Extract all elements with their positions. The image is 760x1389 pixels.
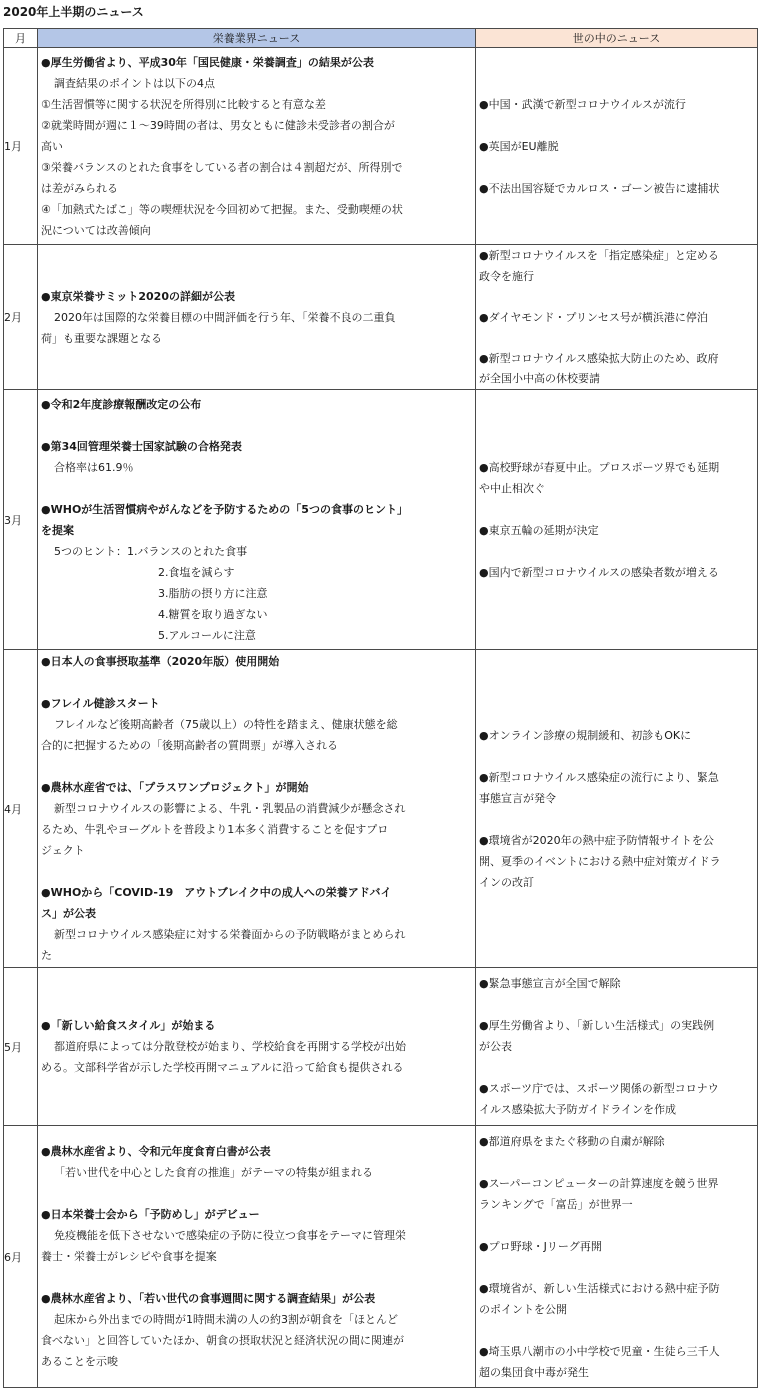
nutrition-news-cell <box>38 245 476 390</box>
news-line: 2020年は国際的な栄養目標の中間評価を行う年、「栄養不良の二重負 <box>54 310 396 324</box>
spacer-line <box>38 1183 475 1204</box>
news-line: た <box>41 949 52 962</box>
month-cell: 1月 <box>4 48 38 245</box>
nutrition-news-cell <box>38 650 476 968</box>
world-news-cell <box>476 245 758 390</box>
news-line: ●オンライン診療の規制緩和、初診もOKに <box>479 728 692 742</box>
news-line: ●厚生労働省より、平成30年「国民健康・栄養調査」の結果が公表 <box>41 55 374 69</box>
news-line: ●都道府県をまたぐ移動の自粛が解除 <box>479 1134 665 1148</box>
table-row <box>4 968 758 1126</box>
news-line: ●高校野球が春夏中止。プロスポーツ界でも延期 <box>479 460 720 474</box>
news-line: 調査結果のポイントは以下の4点 <box>54 76 215 90</box>
news-line: 高い <box>41 139 63 153</box>
spacer-line <box>476 1215 757 1236</box>
news-line: ●スポーツ庁では、スポーツ関係の新型コロナウ <box>479 1082 719 1095</box>
news-line: 合格率は61.9％ <box>54 460 134 474</box>
spacer-line <box>38 415 475 436</box>
news-line: ●WHOが生活習慣病やがんなどを予防するための「5つの食事のヒント」 <box>41 502 408 516</box>
nutrition-news-cell <box>38 390 476 650</box>
world-news-cell <box>476 650 758 968</box>
news-line: 荷」も重要な課題となる <box>41 331 162 345</box>
world-news-cell <box>476 48 758 245</box>
month-cell: 5月 <box>4 968 38 1126</box>
news-line: ●国内で新型コロナウイルスの感染者数が増える <box>479 565 719 579</box>
world-news-cell <box>476 390 758 650</box>
news-line: ③栄養バランスのとれた食事をしている者の割合は４割超だが、所得別で <box>41 160 403 174</box>
news-line: ●令和2年度診療報酬改定の公布 <box>41 397 202 411</box>
page-title: 2020年上半期のニュース <box>3 5 144 19</box>
news-line: が全国小中高の休校要請 <box>479 372 600 386</box>
news-line: ●ダイヤモンド・プリンセス号が横浜港に停泊 <box>479 310 708 324</box>
news-line: 事態宣言が発令 <box>479 791 556 805</box>
world-news-cell <box>476 968 758 1126</box>
news-line: ランキングで「富岳」が世界一 <box>479 1197 633 1211</box>
table-row <box>4 390 758 650</box>
news-line: ●埼玉県八潮市の小中学校で児童・生徒ら三千人 <box>479 1344 720 1358</box>
news-line: ●新型コロナウイルス感染拡大防止のため、政府 <box>479 351 719 365</box>
month-cell: 6月 <box>4 1126 38 1388</box>
spacer-line <box>476 746 757 767</box>
spacer-line <box>476 809 757 830</box>
spacer-line <box>38 1267 475 1288</box>
news-line: ス」が公表 <box>41 907 96 920</box>
news-line: 4.糖質を取り過ぎない <box>158 607 268 621</box>
news-line: ●フレイル健診スタート <box>41 697 160 710</box>
spacer-line <box>38 861 475 882</box>
spacer-line <box>476 541 757 562</box>
spacer-line <box>38 672 475 693</box>
news-line: 都道府県によっては分散登校が始まり、学校給食を再開する学校が出始 <box>54 1040 406 1053</box>
news-line: ●緊急事態宣言が全国で解除 <box>479 977 621 990</box>
news-line: 「若い世代を中心とした食育の推進」がテーマの特集が組まれる <box>54 1166 373 1179</box>
news-line: フレイルなど後期高齢者（75歳以上）の特性を踏まえ、健康状態を総 <box>54 718 398 731</box>
month-cell: 4月 <box>4 650 38 968</box>
news-table <box>3 28 758 1388</box>
news-line: ●日本栄養士会から「予防めし」がデビュー <box>41 1208 260 1221</box>
news-line: あることを示唆 <box>41 1355 118 1368</box>
news-line: 養士・栄養士がレシピや食事を提案 <box>41 1250 217 1263</box>
news-line: ●農林水産省では、「プラスワンプロジェクト」が開始 <box>41 781 309 794</box>
news-line: るため、牛乳やヨーグルトを普段より1本多く消費することを促すプロ <box>41 823 389 836</box>
news-line: 新型コロナウイルスの影響による、牛乳・乳製品の消費減少が懸念され <box>54 802 406 815</box>
news-line: 超の集団食中毒が発生 <box>479 1365 589 1379</box>
table-row <box>4 245 758 390</box>
spacer-line <box>476 286 757 307</box>
news-line: 5.アルコールに注意 <box>158 628 256 642</box>
spacer-line <box>476 157 757 178</box>
header-row <box>4 29 758 48</box>
news-line: 5つのヒント：1.バランスのとれた食事 <box>54 544 248 558</box>
news-line: ●農林水産省より、令和元年度食育白書が公表 <box>41 1145 271 1158</box>
month-cell: 2月 <box>4 245 38 390</box>
news-line: ●環境省が2020年の熱中症予防情報サイトを公 <box>479 833 714 847</box>
news-line: ●不法出国容疑でカルロス・ゴーン被告に逮捕状 <box>479 181 720 195</box>
news-line: ●環境省が、新しい生活様式における熱中症予防 <box>479 1281 720 1295</box>
spacer-line <box>476 994 757 1015</box>
news-line: や中止相次ぐ <box>479 481 545 495</box>
news-line: ●WHOから「COVID-19 アウトブレイク中の成人への栄養アドバイ <box>41 886 392 899</box>
header-world-news: 世の中のニュース <box>476 29 758 48</box>
spacer-line <box>38 478 475 499</box>
header-month: 月 <box>4 29 38 48</box>
news-line: ●日本人の食事摂取基準（2020年版）使用開始 <box>41 655 280 668</box>
news-line: ●東京五輪の延期が決定 <box>479 523 599 537</box>
news-line: 免疫機能を低下させないで感染症の予防に役立つ食事をテーマに管理栄 <box>54 1229 406 1242</box>
news-line: 2.食塩を減らす <box>158 565 235 579</box>
table-row <box>4 1126 758 1388</box>
news-line: 開、夏季のイベントにおける熱中症対策ガイドラ <box>479 854 721 868</box>
news-line: 3.脂肪の摂り方に注意 <box>158 586 268 600</box>
spacer-line <box>476 499 757 520</box>
news-line: ●農林水産省より、「若い世代の食事週間に関する調査結果」が公表 <box>41 1292 376 1305</box>
nutrition-news-cell <box>38 1126 476 1388</box>
news-line: 合的に把握するための「後期高齢者の質問票」が導入される <box>41 739 338 752</box>
news-line: ジェクト <box>41 844 85 857</box>
news-line: ●スーパーコンピューターの計算速度を競う世界 <box>479 1176 719 1190</box>
table-row <box>4 48 758 245</box>
news-line: ●中国・武漢で新型コロナウイルスが流行 <box>479 97 686 111</box>
news-line: 新型コロナウイルス感染症に対する栄養面からの予防戦略がまとめられ <box>54 928 406 941</box>
nutrition-news-cell <box>38 968 476 1126</box>
news-line: ①生活習慣等に関する状況を所得別に比較すると有意な差 <box>41 97 326 111</box>
news-line: ●プロ野球・Jリーグ再開 <box>479 1239 602 1253</box>
news-line: 食べない」と回答していたほか、朝食の摂取状況と経済状況の間に関連が <box>41 1334 404 1347</box>
news-line: ②就業時間が週に１～39時間の者は、男女ともに健診未受診者の割合が <box>41 118 395 132</box>
news-line: インの改訂 <box>479 875 534 889</box>
news-line: のポイントを公開 <box>479 1302 567 1316</box>
news-line: ●第34回管理栄養士国家試験の合格発表 <box>41 439 242 453</box>
spacer-line <box>476 115 757 136</box>
nutrition-news-cell <box>38 48 476 245</box>
news-line: が公表 <box>479 1040 512 1053</box>
news-line: ●東京栄養サミット2020の詳細が公表 <box>41 289 235 303</box>
spacer-line <box>476 1057 757 1078</box>
news-line: 起床から外出までの時間が1時間未満の人の約3割が朝食を「ほとんど <box>54 1313 398 1326</box>
news-line: 況については改善傾向 <box>41 223 151 237</box>
news-line: ●「新しい給食スタイル」が始まる <box>41 1019 216 1032</box>
news-line: は差がみられる <box>41 181 118 195</box>
news-line: める。文部科学省が示した学校再開マニュアルに沿って給食も提供される <box>41 1061 404 1074</box>
spacer-line <box>476 327 757 348</box>
news-line: ④「加熱式たばこ」等の喫煙状況を今回初めて把握。また、受動喫煙の状 <box>41 202 403 216</box>
header-nutrition-news: 栄養業界ニュース <box>38 29 476 48</box>
spacer-line <box>476 1152 757 1173</box>
world-news-cell <box>476 1126 758 1388</box>
month-cell: 3月 <box>4 390 38 650</box>
spacer-line <box>476 1320 757 1341</box>
news-line: ●新型コロナウイルスを「指定感染症」と定める <box>479 248 719 262</box>
news-line: ●厚生労働省より、「新しい生活様式」の実践例 <box>479 1019 715 1032</box>
news-line: イルス感染拡大予防ガイドラインを作成 <box>479 1103 677 1116</box>
table-row <box>4 650 758 968</box>
spacer-line <box>476 1257 757 1278</box>
news-line: 政令を施行 <box>479 269 534 283</box>
news-line: ●新型コロナウイルス感染症の流行により、緊急 <box>479 770 719 784</box>
news-line: ●英国がEU離脱 <box>479 139 559 153</box>
news-line: を提案 <box>41 523 74 537</box>
spacer-line <box>38 756 475 777</box>
